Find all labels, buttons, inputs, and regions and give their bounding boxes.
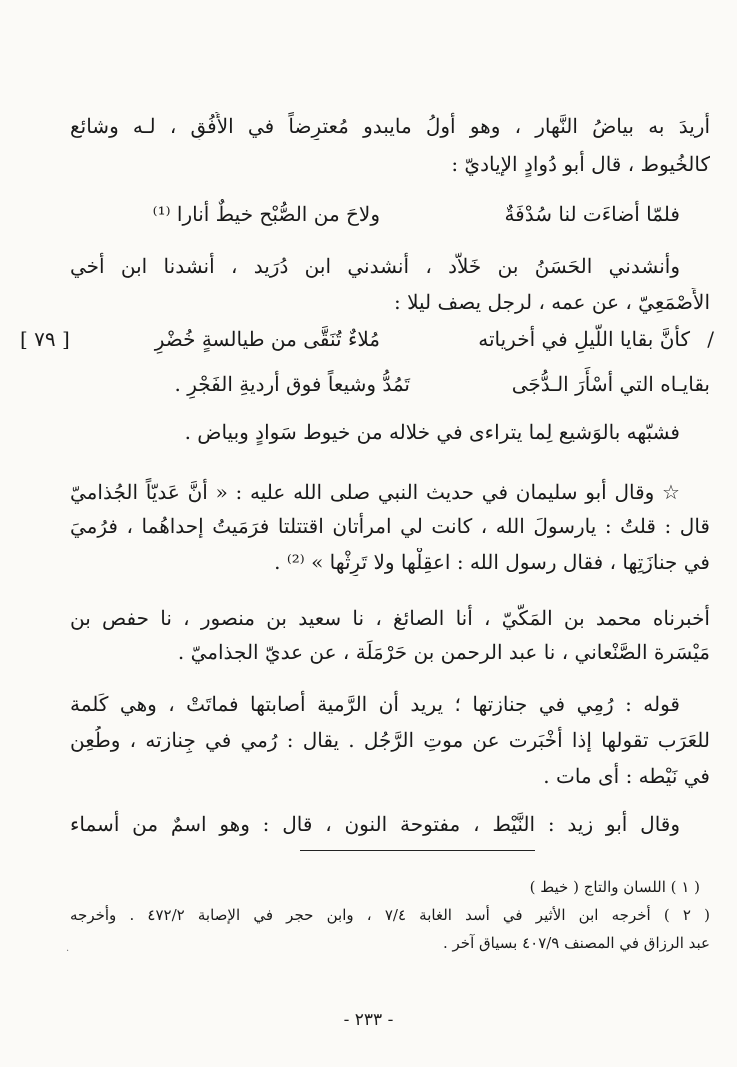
verse-first-hemistich: فلمّا أضاءَت لنا سُدْفَةٌ	[504, 202, 680, 226]
page-marker: /	[707, 327, 714, 351]
verse-second-hemistich: تَمُدُّ وشيعاً فوق أرديةِ الفَجْرِ .	[174, 372, 410, 396]
footnote: عبد الرزاق في المصنف ٤٠٧/٩ بسياق آخر .	[442, 934, 710, 952]
text-line: ☆ وقال أبو سليمان في حديث النبي صلى الله عليه : « أنَّ عَديّاً الجُذاميّ	[70, 480, 680, 504]
text-line: في جنازَتِها ، فقال رسول الله : اعقِلْها ولا تَرِثْها » ⁽²⁾ .	[274, 550, 710, 574]
text-line: قوله : رُمِي في جنازتها ؛ يريد أن الرَّمية أصابتها فماتَتْ ، وهي كَلمة	[70, 692, 680, 716]
verse-second-hemistich: مُلاءٌ تُنَقَّى من طيالسةٍ خُضْرِ	[154, 327, 380, 351]
text-line: فشبّهه بالوَشيع لِما يتراءى في خلاله من خيوط سَوادٍ وبياض .	[184, 420, 680, 444]
verse-second-hemistich: ولاحَ من الصُّبْح خيطٌ أنارا ⁽¹⁾	[152, 202, 380, 226]
verse-first-hemistich: بقايـاه التي أسْأَرَ الـدُّجَى	[511, 372, 710, 396]
text-line: للعَرَب تقولها إذا أَخْبَرت عن موتِ الرَّجُل . يقال : رُمي في جِنازته ، وطُعِن	[70, 728, 710, 752]
text-line: أُريدَ به بياضُ النَّهار ، وهو أولُ مايبدو مُعترِضاً في الأُفُقِ ، لـه وشائع	[70, 114, 710, 138]
text-line: كالخُيوط ، قال أبو دُوادٍ الإياديّ :	[451, 152, 710, 176]
text-line: وأنشدني الحَسَنُ بن خَلاَّد ، أنشدني ابن دُرَيد ، أنشدنا ابن أخي	[70, 254, 680, 278]
text-line: أخبرناه محمد بن المَكّيّ ، أنا الصائغ ، نا سعيد بن منصور ، نا حفص بن	[70, 606, 710, 630]
text-line: قال : قلتُ : يارسولَ الله ، كانت لي امرأتان اقتتلتا فرَمَيتُ إحداهُما ، فرُميَ	[70, 514, 710, 538]
footnote-separator	[300, 850, 535, 851]
text-line: وقال أبو زيد : النَّيْط ، مفتوحة النون ، قال : وهو اسمٌ من أسماء	[70, 812, 680, 836]
text-line: في نَيْطه : أى مات .	[543, 764, 710, 788]
text-line: الأَصْمَعِيّ ، عن عمه ، لرجل يصف ليلا :	[393, 290, 710, 314]
manuscript-folio-ref: [ ٧٩ ]	[20, 327, 70, 351]
page-speck: ·	[66, 946, 70, 957]
footnote: ( ٢ ) أخرجه ابن الأثير في أسد الغابة ٧/٤ ، وابن حجر في الإصابة ٤٧٢/٢ . وأخرجه	[70, 906, 710, 924]
text-line: مَيْسَرة الصَّنْعاني ، نا عبد الرحمن بن حَرْمَلَة ، عن عديّ الجذاميّ .	[177, 640, 710, 664]
page-number: - ٢٣٣ -	[343, 1010, 394, 1030]
verse-first-hemistich: كأنَّ بقايا اللّيلِ في أخرياته	[478, 327, 690, 351]
footnote: ( ١ ) اللسان والتاج ( خيط )	[529, 878, 700, 896]
